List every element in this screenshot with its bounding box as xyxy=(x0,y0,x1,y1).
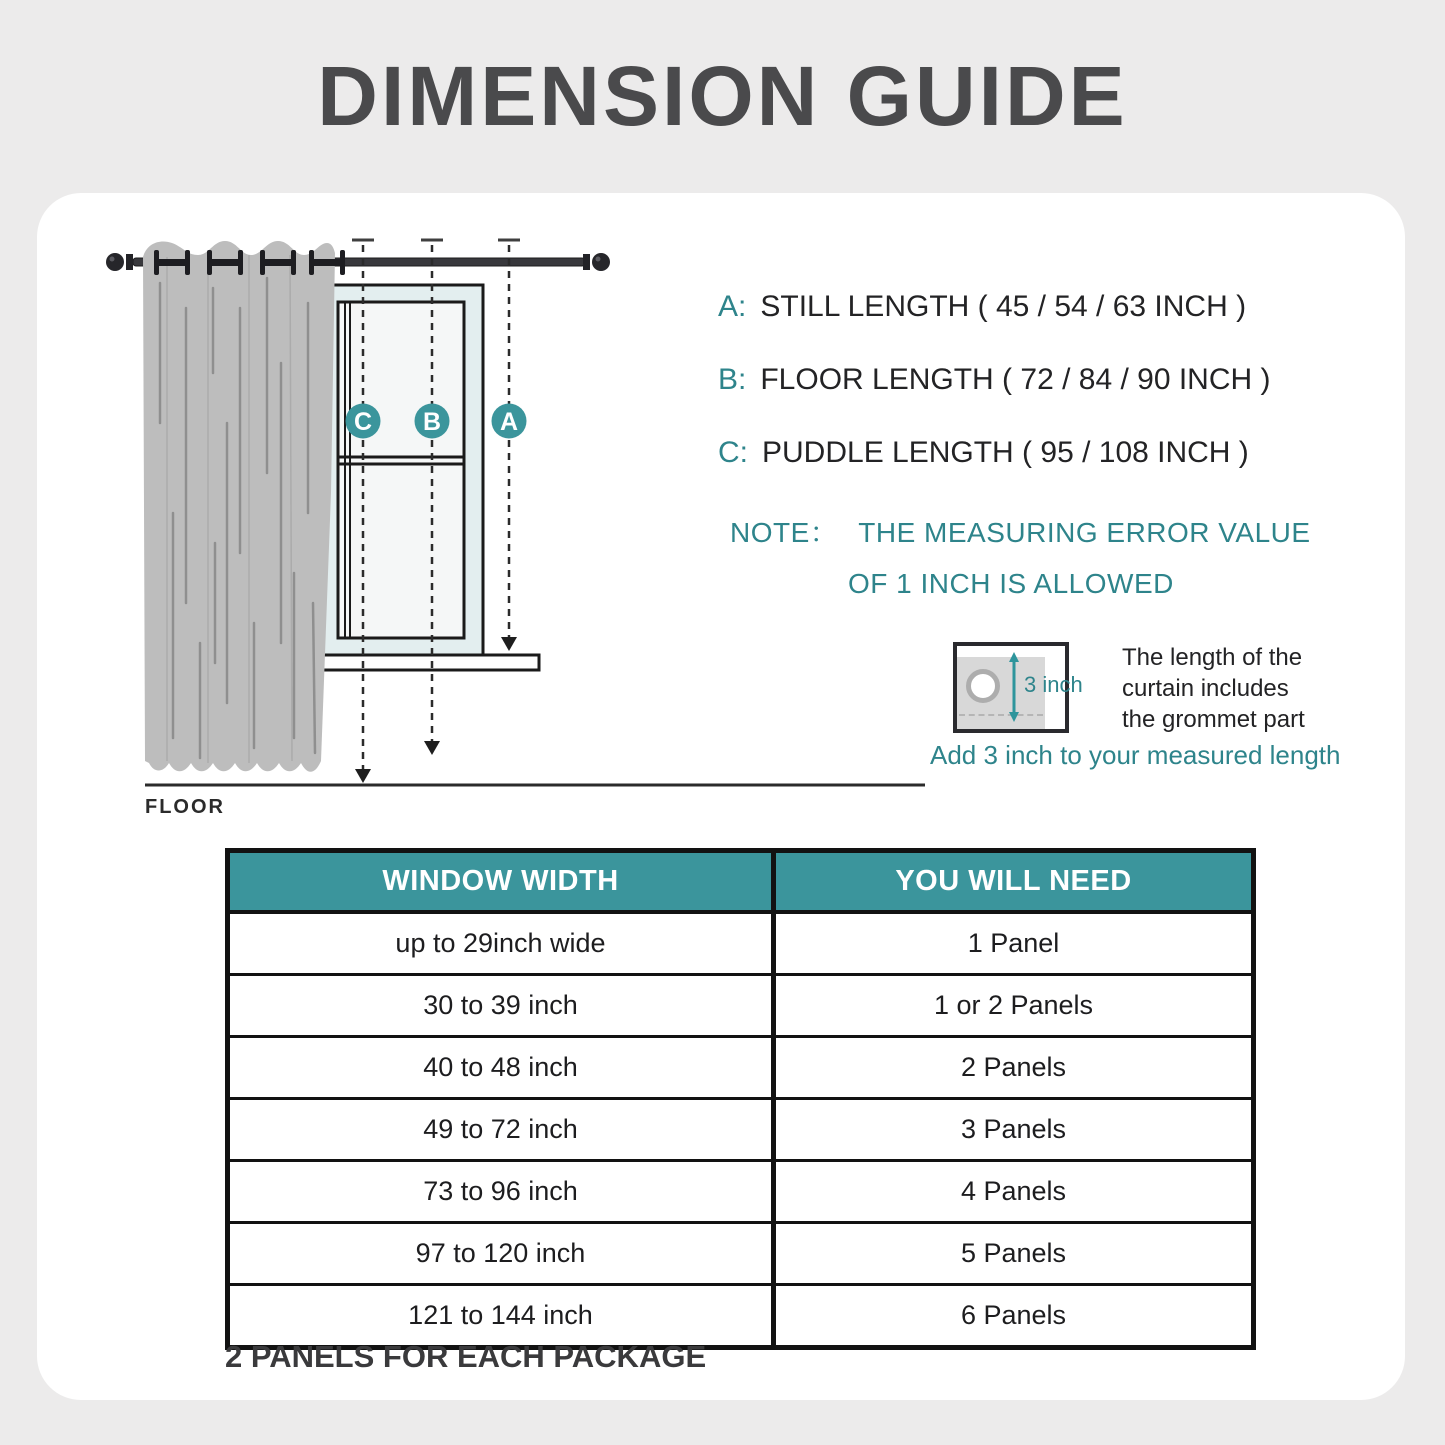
floor-label: FLOOR xyxy=(145,796,225,818)
grommet-caption-line: The length of the xyxy=(1122,644,1303,671)
measuring-note xyxy=(730,511,1311,600)
marker-b-label: B xyxy=(422,408,442,436)
hem-dashed-line xyxy=(959,714,1043,716)
note-line2: OF 1 INCH IS ALLOWED xyxy=(848,568,1174,599)
panels-needed-cell: 1 or 2 Panels xyxy=(774,975,1254,1037)
table-header-row xyxy=(228,851,1254,913)
table-row xyxy=(228,912,1254,975)
window-width-cell: 40 to 48 inch xyxy=(228,1037,774,1099)
table-row xyxy=(228,1223,1254,1285)
arrow-down-icon xyxy=(424,741,440,755)
grommet-diagram xyxy=(953,642,1083,733)
note-line1: THE MEASURING ERROR VALUE xyxy=(858,517,1311,548)
window-width-cell: 30 to 39 inch xyxy=(228,975,774,1037)
curtain xyxy=(143,241,335,772)
header-window-width: WINDOW WIDTH xyxy=(228,851,774,913)
arrow-down-icon xyxy=(501,637,517,651)
grommet-measure-label: 3 inch xyxy=(1024,672,1083,697)
header-you-will-need: YOU WILL NEED xyxy=(774,851,1254,913)
panels-needed-cell: 6 Panels xyxy=(774,1285,1254,1348)
marker-a-label: A xyxy=(499,408,519,436)
legend-text: PUDDLE LENGTH ( 95 / 108 INCH ) xyxy=(762,436,1249,469)
legend-text: STILL LENGTH ( 45 / 54 / 63 INCH ) xyxy=(760,290,1247,323)
window-width-cell: 97 to 120 inch xyxy=(228,1223,774,1285)
table-row xyxy=(228,1099,1254,1161)
grommet-caption xyxy=(1122,642,1305,735)
legend-item xyxy=(718,289,1271,325)
grommet-caption-line: curtain includes xyxy=(1122,675,1289,702)
length-legend xyxy=(718,289,1271,508)
package-note: 2 PANELS FOR EACH PACKAGE xyxy=(225,1339,707,1374)
panels-table xyxy=(225,848,1256,1350)
measure-arrow-icon xyxy=(1006,651,1022,723)
table-body xyxy=(228,912,1254,1348)
marker-c-label: C xyxy=(353,408,373,436)
legend-key: A: xyxy=(718,290,747,323)
table-row xyxy=(228,975,1254,1037)
arrow-down-icon xyxy=(355,769,371,783)
panels-needed-cell: 2 Panels xyxy=(774,1037,1254,1099)
window-width-cell: up to 29inch wide xyxy=(228,912,774,975)
window-width-cell: 49 to 72 inch xyxy=(228,1099,774,1161)
table-row xyxy=(228,1161,1254,1223)
window xyxy=(322,285,483,655)
panels-needed-cell: 5 Panels xyxy=(774,1223,1254,1285)
legend-key: B: xyxy=(718,363,747,396)
legend-item xyxy=(718,362,1271,398)
window-sill xyxy=(315,655,539,670)
panels-needed-cell: 1 Panel xyxy=(774,912,1254,975)
grommet-ring-icon xyxy=(966,669,1000,703)
rod-finial-left xyxy=(106,253,133,271)
grommet-tip: Add 3 inch to your measured length xyxy=(930,740,1341,770)
panels-needed-cell: 3 Panels xyxy=(774,1099,1254,1161)
note-label: NOTE： xyxy=(730,517,839,548)
grommet-caption-line: the grommet part xyxy=(1122,706,1305,733)
window-width-cell: 73 to 96 inch xyxy=(228,1161,774,1223)
legend-item xyxy=(718,435,1271,471)
window-width-cell: 121 to 144 inch xyxy=(228,1285,774,1348)
rod-finial-right xyxy=(583,253,610,271)
legend-key: C: xyxy=(718,436,748,469)
content-panel xyxy=(37,193,1405,1400)
page-title: DIMENSION GUIDE xyxy=(317,49,1128,143)
panels-needed-cell: 4 Panels xyxy=(774,1161,1254,1223)
legend-text: FLOOR LENGTH ( 72 / 84 / 90 INCH ) xyxy=(760,363,1271,396)
table-row xyxy=(228,1037,1254,1099)
